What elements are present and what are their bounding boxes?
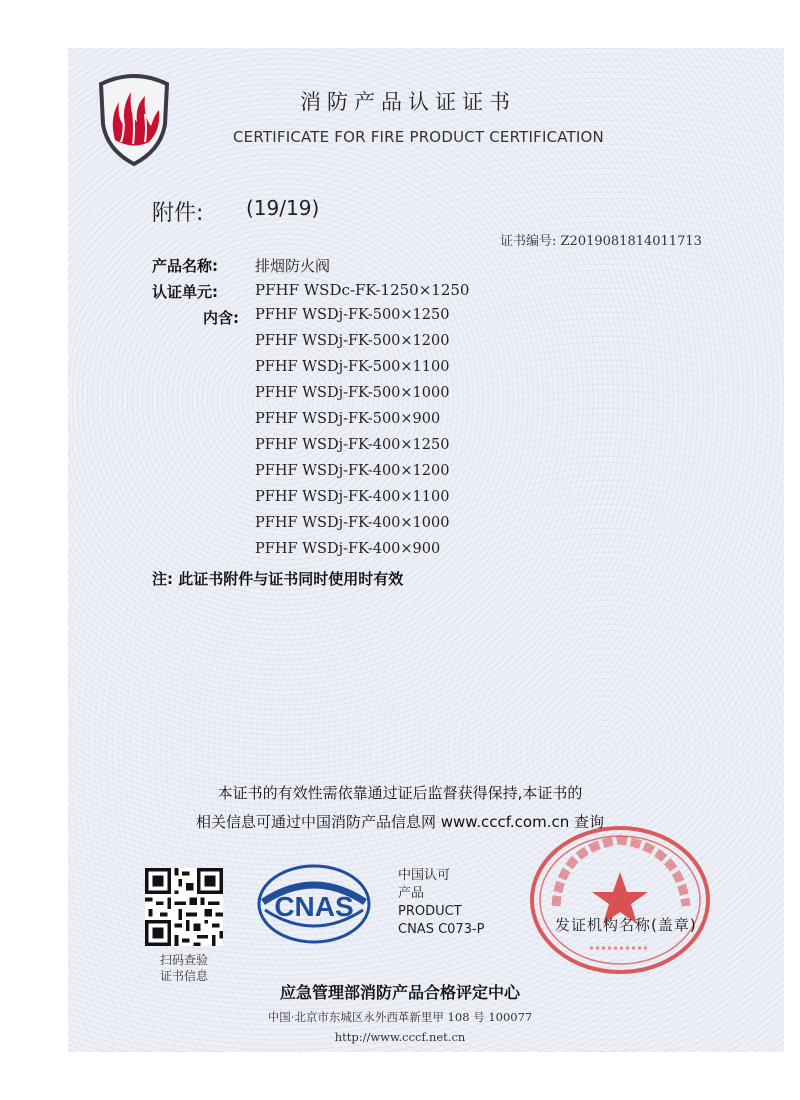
cnas-logo-icon [255, 862, 373, 946]
validity-statement-line2: 相关信息可通过中国消防产品信息网 www.cccf.com.cn 查询 [196, 813, 604, 831]
fire-emblem-icon [95, 70, 173, 166]
official-seal-icon [520, 820, 720, 980]
model-item: PFHF WSDj-FK-500×1250 [255, 307, 450, 323]
cert-unit-label: 认证单元: [152, 283, 218, 301]
organization-address: 中国·北京市东城区永外西革新里甲 108 号 100077 [267, 1010, 533, 1024]
model-item: PFHF WSDj-FK-400×900 [255, 541, 441, 557]
cnas-logo-text: CNAS [274, 891, 354, 922]
product-name-label: 产品名称: [152, 257, 218, 275]
qr-caption-line2: 证书信息 [159, 969, 208, 983]
qr-caption-line1: 扫码查验 [159, 953, 208, 967]
cnas-line3: PRODUCT [398, 904, 462, 919]
model-item: PFHF WSDj-FK-400×1100 [255, 489, 450, 505]
validity-statement-line1: 本证书的有效性需依靠通过证后监督获得保持,本证书的 [217, 784, 583, 802]
cert-unit-value: PFHF WSDc-FK-1250×1250 [255, 281, 470, 299]
cnas-line1: 中国认可 [398, 868, 451, 883]
organization-url[interactable]: http://www.cccf.net.cn [334, 1030, 466, 1044]
model-item: PFHF WSDj-FK-500×900 [255, 411, 441, 427]
model-item: PFHF WSDj-FK-500×1100 [255, 359, 450, 375]
attachment-value: (19/19) [246, 196, 320, 220]
model-item: PFHF WSDj-FK-400×1200 [255, 463, 450, 479]
organization-name: 应急管理部消防产品合格评定中心 [279, 983, 520, 1002]
product-name-value: 排烟防火阀 [255, 257, 331, 275]
model-item: PFHF WSDj-FK-400×1000 [255, 515, 450, 531]
qr-code-icon[interactable] [145, 868, 223, 946]
model-item: PFHF WSDj-FK-400×1250 [255, 437, 450, 453]
title-english: CERTIFICATE FOR FIRE PRODUCT CERTIFICATION [233, 128, 604, 146]
attachment-label: 附件: [152, 201, 204, 226]
cnas-line4: CNAS C073-P [398, 922, 485, 937]
model-item: PFHF WSDj-FK-500×1000 [255, 385, 450, 401]
cnas-line2: 产品 [398, 886, 425, 901]
issuer-label: 发证机构名称(盖章) [555, 916, 697, 934]
certificate-number: 证书编号: Z2019081814011713 [500, 234, 702, 249]
contains-label: 内含: [203, 309, 239, 327]
usage-note: 注: 此证书附件与证书同时使用时有效 [152, 570, 404, 588]
title-chinese: 消防产品认证证书 [300, 90, 516, 114]
model-item: PFHF WSDj-FK-500×1200 [255, 333, 450, 349]
